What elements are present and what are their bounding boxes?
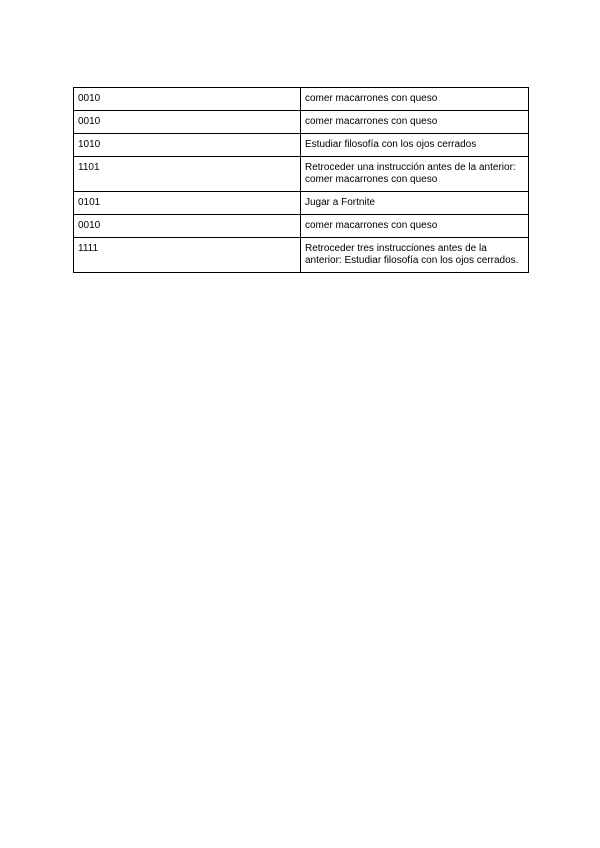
code-cell: 0010 [74,111,301,134]
table-row [74,111,529,134]
instruction-table [73,87,529,273]
description-cell: comer macarrones con queso [301,215,529,238]
table-row [74,192,529,215]
code-cell: 0010 [74,88,301,111]
code-cell: 0010 [74,215,301,238]
code-cell: 1111 [74,238,301,273]
description-cell: comer macarrones con queso [301,111,529,134]
code-cell: 0101 [74,192,301,215]
code-cell: 1010 [74,134,301,157]
table-row [74,88,529,111]
description-cell: Estudiar filosofía con los ojos cerrados [301,134,529,157]
description-cell: Retroceder tres instrucciones antes de la anterior: Estudiar filosofía con los ojos cerrados. [301,238,529,273]
table-row [74,215,529,238]
table-row [74,157,529,192]
description-cell: comer macarrones con queso [301,88,529,111]
table-row [74,134,529,157]
description-cell: Jugar a Fortnite [301,192,529,215]
table-row [74,238,529,273]
description-cell: Retroceder una instrucción antes de la anterior: comer macarrones con queso [301,157,529,192]
code-cell: 1101 [74,157,301,192]
